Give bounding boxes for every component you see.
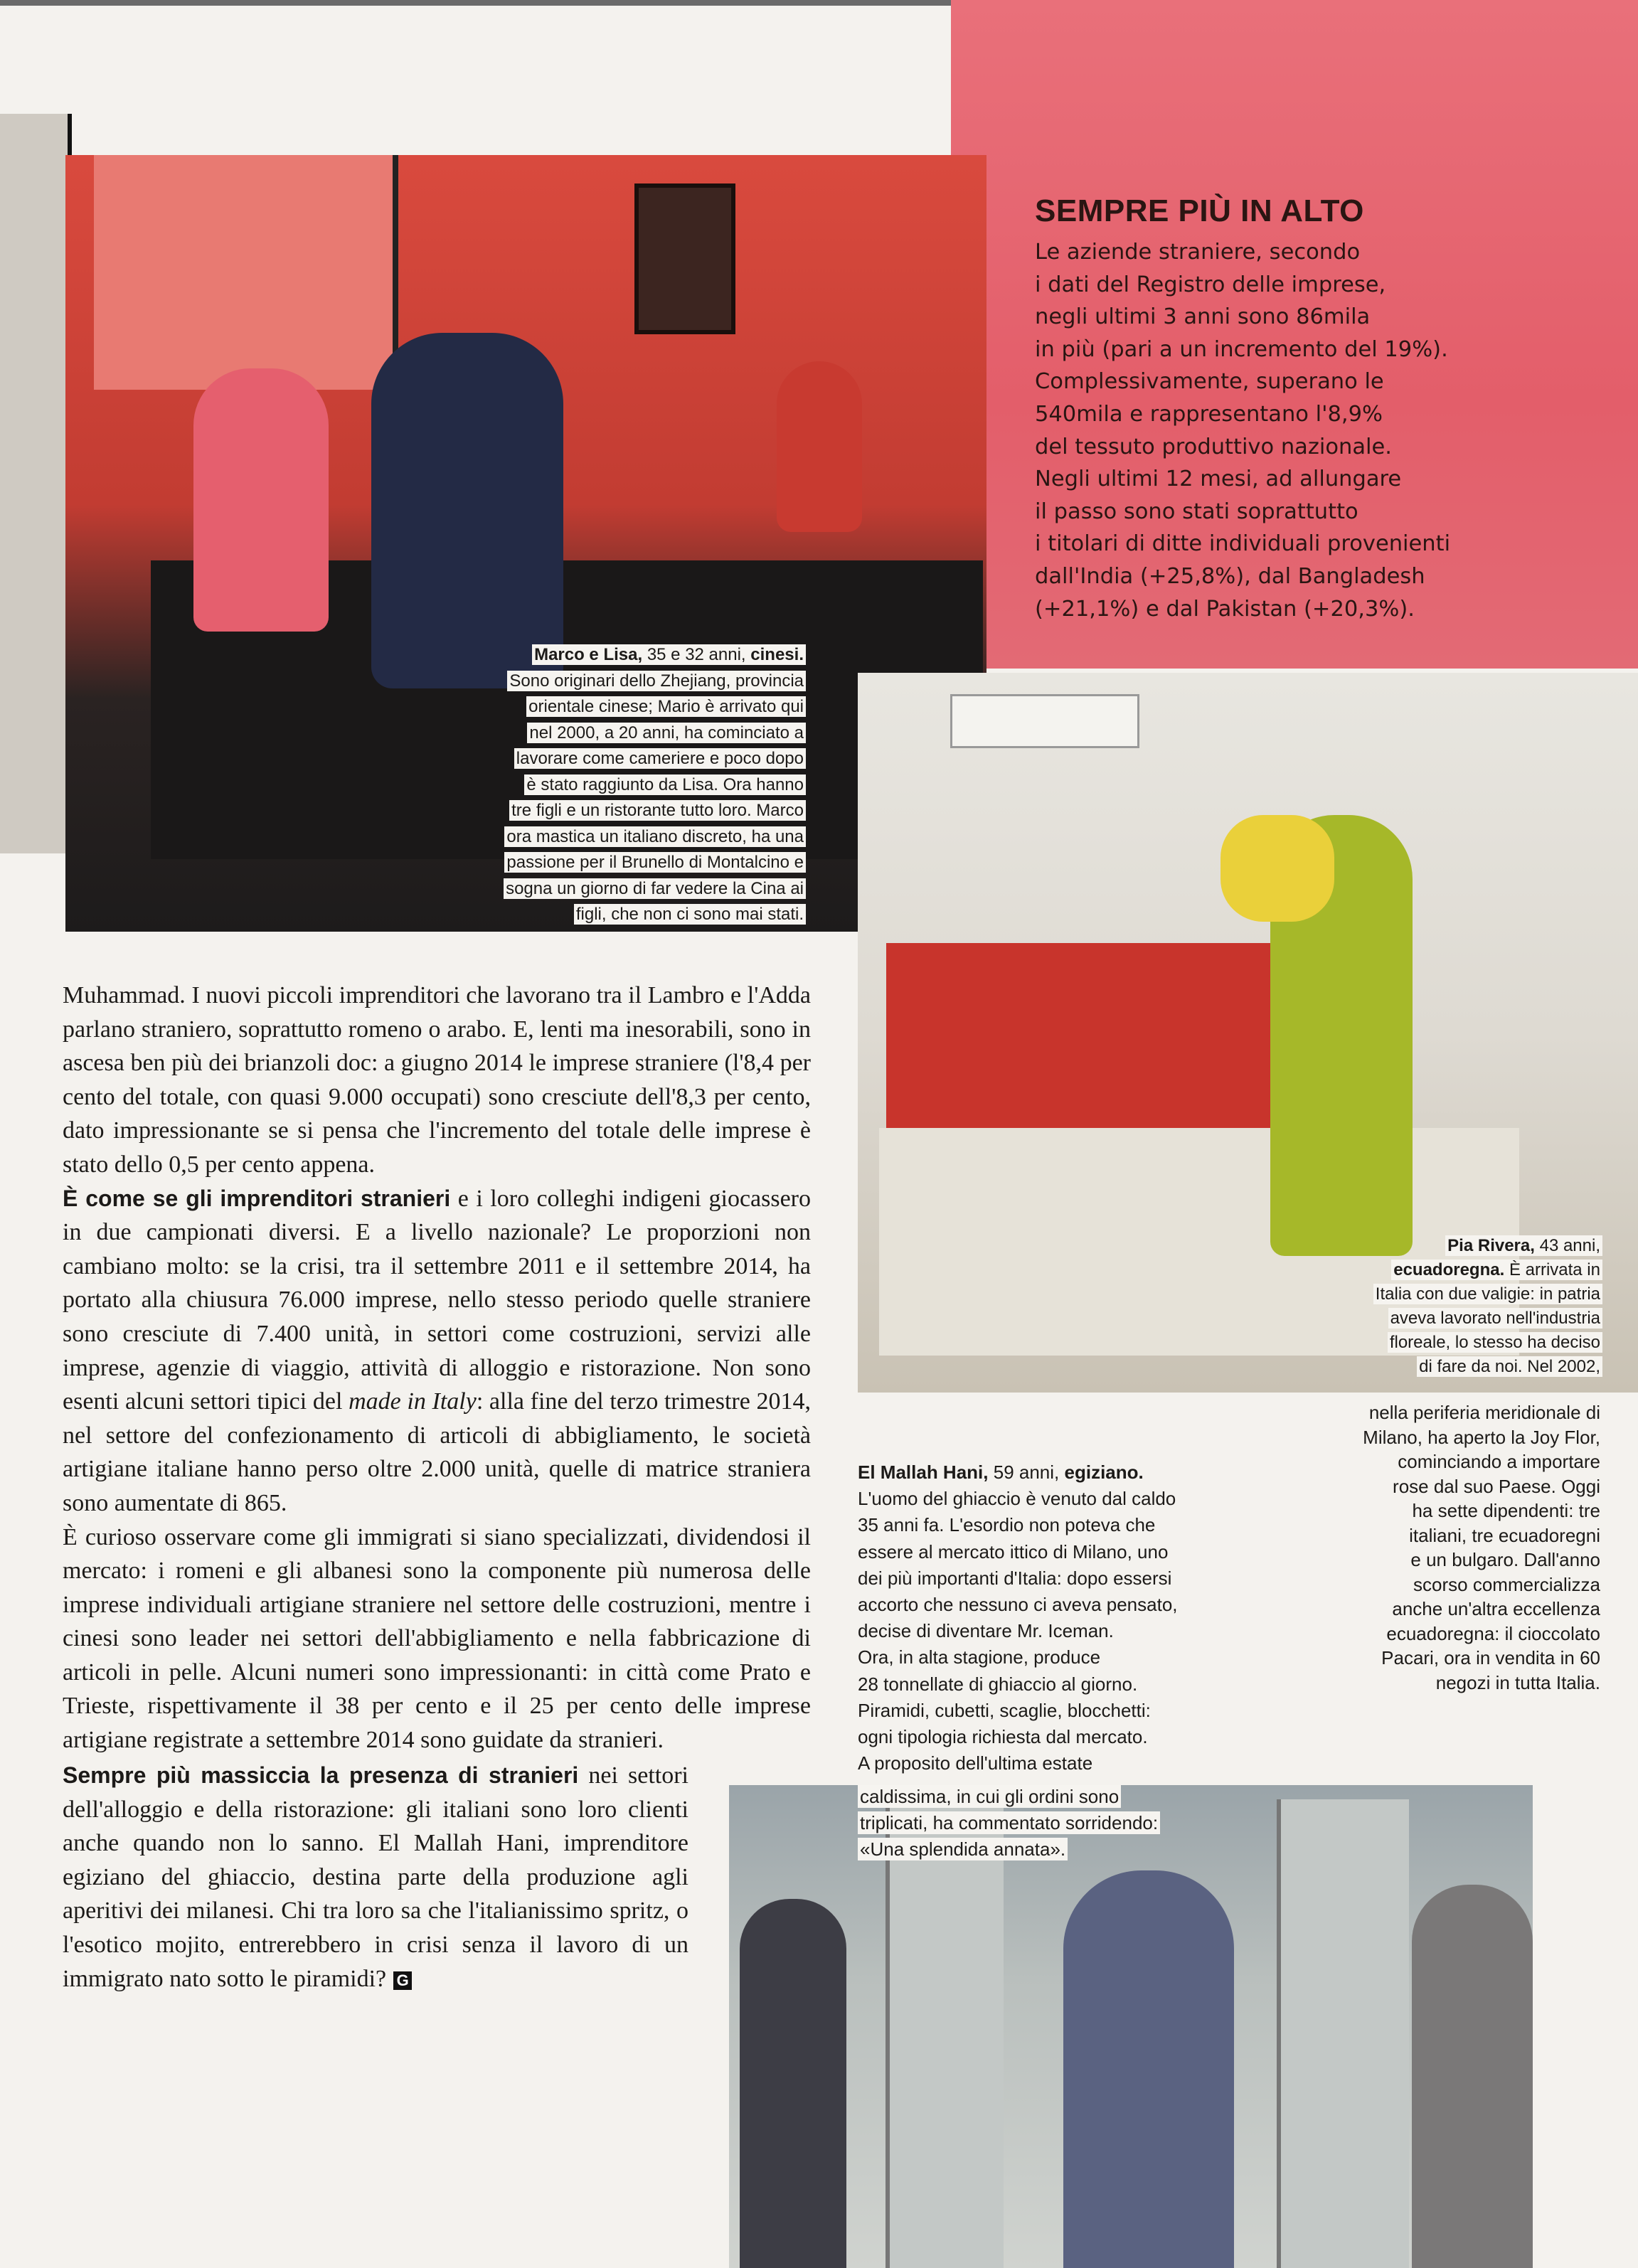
sidebar-line: (+21,1%) e dal Pakistan (+20,3%). (1035, 596, 1415, 622)
sidebar-line: dall'India (+25,8%), dal Bangladesh (1035, 563, 1425, 589)
caption-line: Sono originari dello Zhejiang, provincia (507, 671, 806, 691)
photo-yellow-roses (1220, 815, 1334, 922)
sidebar-line: del tessuto produttivo nazionale. (1035, 434, 1392, 459)
article-text: : alla fine del terzo trimestre 2014, nel settore del confezionamento di articoli di abbigliamento, le società artigiane italiane hanno perso oltre 2.000 unità, quelle di matrice straniera sono aumentate di 865. (63, 1388, 811, 1516)
sidebar-line: Complessivamente, superano le (1035, 369, 1384, 395)
caption-line: tre figli e un ristorante tutto loro. Marco (509, 800, 806, 821)
caption-origin: ecuadoregna. (1393, 1260, 1505, 1279)
sidebar-line: 540mila e rappresentano l'8,9% (1035, 401, 1383, 427)
caption-line: A proposito dell'ultima estate (858, 1752, 1093, 1774)
sidebar-line: negli ultimi 3 anni sono 86mila (1035, 304, 1371, 330)
sidebar-line: il passo sono stati soprattutto (1035, 499, 1358, 524)
sidebar-line: Le aziende straniere, secondo (1035, 240, 1361, 265)
article-italic: made in Italy (349, 1388, 477, 1415)
caption-marco-lisa (464, 642, 806, 928)
caption-line: nella periferia meridionale di (1368, 1402, 1600, 1423)
article-text: nei settori dell'alloggio e della ristorazione: gli italiani sono loro clienti anche quando non lo sanno. El Mallah Hani, imprenditore egiziano del ghiaccio, destina parte della produzione agli aperitivi dei milanesi. Chi tra loro sa che l'italianissimo spritz, o l'esotico mojito, entrerebbero in crisi senza il lavoro di un immigrato nato sotto le piramidi? (63, 1762, 688, 1992)
caption-age: 35 e 32 anni, (647, 645, 746, 664)
caption-line: Italia con due valigie: in patria (1373, 1284, 1602, 1304)
caption-line: Milano, ha aperto la Joy Flor, (1363, 1426, 1600, 1448)
sidebar-title: SEMPRE PIÙ IN ALTO (1035, 193, 1364, 228)
caption-line: è stato raggiunto da Lisa. Ora hanno (524, 774, 806, 795)
caption-line: Pacari, ora in vendita in 60 (1381, 1647, 1600, 1668)
caption-el-mallah-boxed (858, 1784, 1185, 1863)
caption-line: «Una splendida annata». (858, 1838, 1068, 1860)
article-paragraph (63, 1182, 811, 1521)
caption-line: L'uomo del ghiaccio è venuto dal caldo (858, 1488, 1176, 1510)
article-body-upper (63, 979, 811, 1757)
caption-age: 43 anni, (1539, 1236, 1600, 1255)
caption-line: ora mastica un italiano discreto, ha una (504, 826, 806, 847)
article-body-lower (63, 1759, 688, 1996)
article-lead: È come se gli imprenditori stranieri (63, 1185, 451, 1211)
caption-line: sogna un giorno di far vedere la Cina ai (504, 878, 806, 899)
caption-line: ecuadoregna: il cioccolato (1386, 1622, 1600, 1644)
photo-wall-frame (634, 183, 735, 334)
photo-figure-lisa (193, 368, 329, 632)
caption-line: dei più importanti d'Italia: dopo essersi (858, 1567, 1172, 1589)
caption-line: nel 2000, a 20 anni, ha cominciato a (527, 723, 806, 743)
photo-figure-hani (1063, 1870, 1234, 2268)
photo-window (94, 155, 398, 390)
sidebar-line: i dati del Registro delle imprese, (1035, 272, 1386, 297)
caption-line: anche un'altra eccellenza (1392, 1598, 1600, 1619)
caption-line: scorso commercializza (1413, 1573, 1600, 1595)
caption-line: 28 tonnellate di ghiaccio al giorno. (858, 1673, 1138, 1695)
caption-origin: cinesi. (750, 645, 804, 664)
caption-line: italiani, tre ecuadoregni (1409, 1524, 1600, 1546)
article-paragraph: Muhammad. I nuovi piccoli imprenditori che lavorano tra il Lambro e l'Adda parlano straniero, soprattutto romeno o arabo. E, lenti ma inesorabili, sono in ascesa ben più dei brianzoli doc: a giugno 2014 le imprese straniere (l'8,4 per cento del totale, con quasi 9.000 occupati) sono cresciute dell'8,3 per cento, dato impressionante se si pensa che l'incremento del totale delle imprese è stato dello 0,5 per cento appena. (63, 982, 811, 1178)
photo-rose-boxes (886, 943, 1285, 1156)
caption-line: aveva lavorato nell'industria (1388, 1308, 1602, 1329)
caption-line: triplicati, ha commentato sorridendo: (858, 1811, 1160, 1834)
caption-line: rose dal suo Paese. Oggi (1393, 1475, 1600, 1497)
caption-line: ogni tipologia richiesta dal mercato. (858, 1726, 1148, 1748)
caption-name: Pia Rivera, (1447, 1236, 1535, 1255)
caption-line: decise di diventare Mr. Iceman. (858, 1620, 1114, 1642)
photo-ice-wall (886, 1799, 1004, 2268)
caption-line: caldissima, in cui gli ordini sono (858, 1785, 1121, 1808)
caption-el-mallah (858, 1459, 1199, 1777)
caption-line: Piramidi, cubetti, scaglie, blocchetti: (858, 1699, 1151, 1721)
caption-line: cominciando a importare (1398, 1451, 1600, 1472)
caption-line: È arrivata in (1509, 1260, 1600, 1279)
article-text: e i loro colleghi indigeni giocassero in due campionati diversi. E a livello nazionale? Le proporzioni non cambiano molto: se la crisi, tra il settembre 2011 e il settembre 2014, ha portato alla chiusura 76.000 imprese, nello stesso periodo quelle straniere sono cresciute di 7.400 unità, in settori come costruzioni, servizi alle imprese, agenzie di viaggio, attività di alloggio e ristorazione. Non sono esenti alcuni settori tipici del (63, 1185, 812, 1415)
end-of-article-mark: G (393, 1971, 412, 1990)
caption-line: ha sette dipendenti: tre (1412, 1500, 1600, 1521)
caption-line: 35 anni fa. L'esordio non poteva che (858, 1514, 1156, 1536)
caption-age: 59 anni, (993, 1462, 1060, 1483)
caption-line: floreale, lo stesso ha deciso (1388, 1332, 1602, 1353)
article-paragraph (63, 1521, 811, 1757)
photo-figure-marco (371, 333, 563, 688)
sidebar-line: i titolari di ditte individuali provenienti (1035, 531, 1451, 557)
caption-pia-continued (1266, 1400, 1600, 1695)
caption-origin: egiziano. (1064, 1462, 1144, 1483)
photo-cooler-fan (950, 694, 1139, 748)
caption-name: El Mallah Hani, (858, 1462, 989, 1483)
caption-line: e un bulgaro. Dall'anno (1410, 1549, 1600, 1570)
article-lead: Sempre più massiccia la presenza di stranieri (63, 1762, 579, 1788)
photo-figure-worker-right (1412, 1885, 1533, 2268)
sidebar-line: Negli ultimi 12 mesi, ad allungare (1035, 467, 1402, 492)
caption-line: di fare da noi. Nel 2002, (1417, 1356, 1602, 1377)
caption-name: Marco e Lisa, (534, 645, 643, 664)
caption-line: lavorare come cameriere e poco dopo (514, 748, 806, 769)
article-text: È curioso osservare come gli immigrati si siano specializzati, dividendosi il mercato: i romeni e gli albanesi sono la componente più numerosa delle imprese individuali artigiane straniere nel settore delle costruzioni, mentre i cinesi sono leader nei settori dell'abbigliamento e nella fabbricazione di articoli in pelle. Alcuni numeri sono impressionanti: in città come Prato e Trieste, rispettivamente il 38 per cento e il 25 per cento delle imprese artigiane registrate a settembre 2014 sono guidate da stranieri. (63, 1523, 811, 1754)
photo-figure-worker-left (740, 1899, 846, 2268)
photo-ice-wall (1277, 1799, 1409, 2268)
article-paragraph (63, 1759, 688, 1996)
caption-line: accorto che nessuno ci aveva pensato, (858, 1594, 1178, 1616)
caption-line: orientale cinese; Mario è arrivato qui (526, 696, 806, 717)
caption-pia-rivera (1233, 1234, 1602, 1379)
photo-figure-daughter (777, 361, 862, 532)
caption-line: negozi in tutta Italia. (1435, 1671, 1600, 1693)
sidebar-body (1035, 236, 1476, 625)
caption-line: essere al mercato ittico di Milano, uno (858, 1540, 1169, 1562)
sidebar-line: in più (pari a un incremento del 19%). (1035, 336, 1448, 362)
caption-line: figli, che non ci sono mai stati. (574, 904, 806, 925)
caption-line: passione per il Brunello di Montalcino e (504, 852, 806, 873)
caption-line: Ora, in alta stagione, produce (858, 1646, 1101, 1668)
edge-photo (0, 114, 72, 853)
